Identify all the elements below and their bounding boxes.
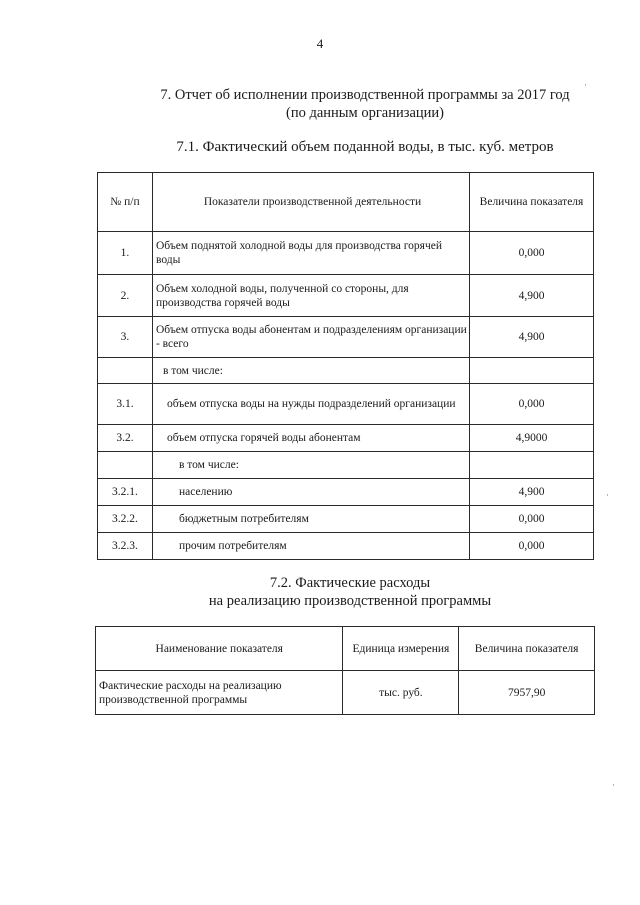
row-value: 7957,90 (459, 671, 595, 715)
table-row (98, 452, 594, 479)
row-name: населению (152, 479, 469, 506)
row-num: 3.2.3. (98, 533, 153, 560)
section-7-title-line1: 7. Отчет об исполнении производственной программы за 2017 год (160, 87, 570, 103)
row-name: в том числе: (152, 358, 469, 384)
section-7-2-title (100, 574, 600, 610)
header-unit: Единица измерения (343, 627, 459, 671)
header-indicator: Показатели производственной деятельности (152, 173, 469, 232)
row-name: объем отпуска горячей воды абонентам (152, 425, 469, 452)
row-value (470, 452, 594, 479)
scan-speck: · (584, 80, 587, 90)
table-row (98, 232, 594, 275)
expenses-table (95, 626, 595, 715)
section-7-2-title-line1: 7.2. Фактические расходы (269, 575, 431, 591)
row-num: 3.2.1. (98, 479, 153, 506)
section-7-title-line2: (по данным организации) (285, 105, 444, 121)
row-value: 0,000 (470, 232, 594, 275)
row-value: 4,900 (470, 275, 594, 317)
row-name: Объем отпуска воды абонентам и подразделениям организации - всего (152, 317, 469, 358)
row-num (98, 358, 153, 384)
table-row (98, 425, 594, 452)
header-value: Величина показателя (459, 627, 595, 671)
row-name: Фактические расходы на реализацию производственной программы (96, 671, 343, 715)
row-value: 0,000 (470, 533, 594, 560)
row-name: объем отпуска воды на нужды подразделений организации (152, 384, 469, 425)
row-name: Объем холодной воды, полученной со стороны, для производства горячей воды (152, 275, 469, 317)
table-row (98, 358, 594, 384)
row-name: прочим потребителям (152, 533, 469, 560)
table-row (98, 317, 594, 358)
table-row (96, 671, 595, 715)
row-num: 2. (98, 275, 153, 317)
row-num (98, 452, 153, 479)
row-value: 4,900 (470, 479, 594, 506)
row-name: бюджетным потребителям (152, 506, 469, 533)
row-value: 4,9000 (470, 425, 594, 452)
water-volume-table (97, 172, 594, 560)
row-num: 3.2.2. (98, 506, 153, 533)
table-row (98, 384, 594, 425)
row-name: в том числе: (152, 452, 469, 479)
row-num: 3.1. (98, 384, 153, 425)
scan-speck: · (606, 490, 609, 500)
row-unit: тыс. руб. (343, 671, 459, 715)
table-row (98, 479, 594, 506)
row-name: Объем поднятой холодной воды для производства горячей воды (152, 232, 469, 275)
section-7-title (100, 86, 630, 122)
table-header-row (96, 627, 595, 671)
section-7-2-title-line2: на реализацию производственной программы (208, 593, 492, 609)
row-value: 0,000 (470, 506, 594, 533)
header-name: Наименование показателя (96, 627, 343, 671)
table-row (98, 533, 594, 560)
table-row (98, 506, 594, 533)
page-number: 4 (316, 36, 324, 51)
row-value: 0,000 (470, 384, 594, 425)
header-value: Величина показателя (470, 173, 594, 232)
section-7-1-title: 7.1. Фактический объем поданной воды, в тыс. куб. метров (176, 139, 554, 155)
row-value: 4,900 (470, 317, 594, 358)
row-num: 3.2. (98, 425, 153, 452)
table-header-row (98, 173, 594, 232)
table-row (98, 275, 594, 317)
row-value (470, 358, 594, 384)
scan-speck: · (612, 780, 615, 790)
row-num: 1. (98, 232, 153, 275)
row-num: 3. (98, 317, 153, 358)
header-num: № п/п (98, 173, 153, 232)
